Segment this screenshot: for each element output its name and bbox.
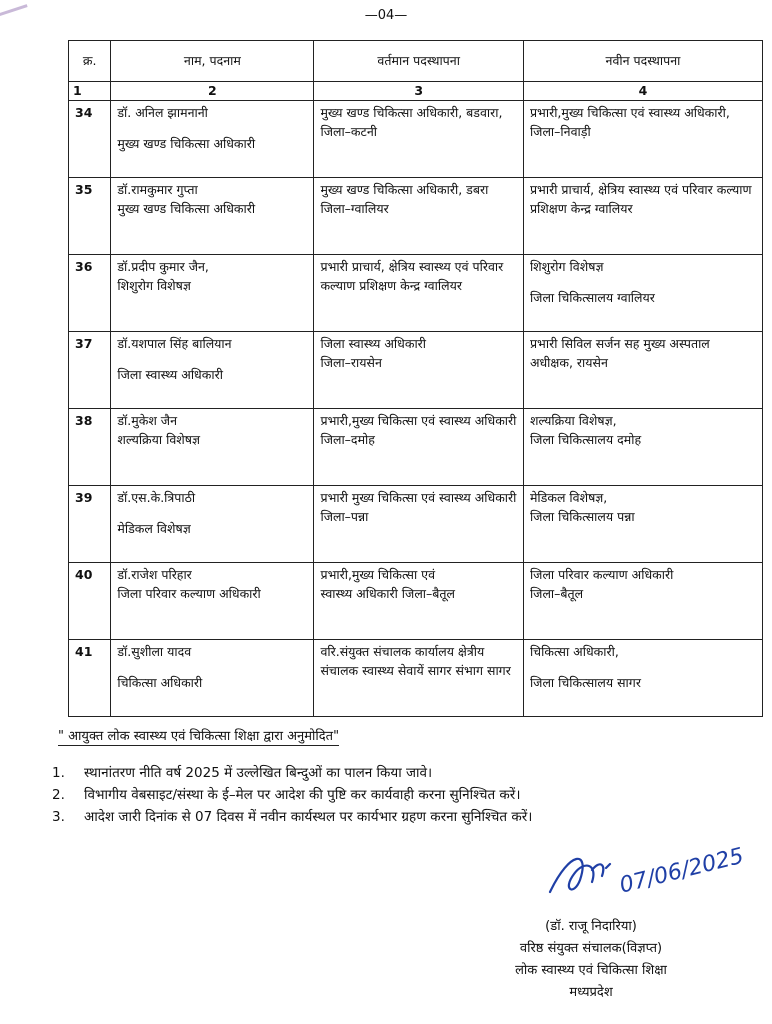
list-item bbox=[52, 784, 532, 806]
new-posting-cell bbox=[523, 409, 762, 486]
current-posting: प्रभारी,मुख्य चिकित्सा एवं स्वास्थ्य अधिकारी जिला–दमोह bbox=[314, 409, 523, 486]
current-posting: मुख्य खण्ड चिकित्सा अधिकारी, बडवारा, जिला–कटनी bbox=[314, 101, 523, 178]
new-posting-line: जिला परिवार कल्याण अधिकारी bbox=[529, 567, 674, 582]
current-posting: वरि.संयुक्त संचालक कार्यालय क्षेत्रीय संचालक स्वास्थ्य सेवायें सागर संभाग सागर bbox=[314, 640, 523, 717]
new-posting: प्रभारी प्राचार्य, क्षेत्रिय स्वास्थ्य एवं परिवार कल्याण प्रशिक्षण केन्द्र ग्वालियर bbox=[523, 178, 762, 255]
officer-designation: मुख्य खण्ड चिकित्सा अधिकारी bbox=[117, 136, 256, 152]
current-posting: प्रभारी प्राचार्य, क्षेत्रिय स्वास्थ्य एवं परिवार कल्याण प्रशिक्षण केन्द्र ग्वालियर bbox=[314, 255, 523, 332]
current-posting: प्रभारी मुख्य चिकित्सा एवं स्वास्थ्य अधिकारी जिला–पन्ना bbox=[314, 486, 523, 563]
new-posting-line: जिला चिकित्सालय दमोह bbox=[529, 432, 642, 448]
current-posting-line: स्वास्थ्य अधिकारी जिला–बैतूल bbox=[320, 586, 456, 602]
table-row bbox=[69, 332, 763, 409]
header-name-designation: नाम, पदनाम bbox=[111, 41, 314, 82]
handwritten-date: 07/06/2025 bbox=[617, 843, 747, 899]
header-serial: क्र. bbox=[69, 41, 111, 82]
officer-name: डॉ.मुकेश जैन bbox=[117, 413, 178, 428]
instructions-list bbox=[52, 762, 532, 828]
new-posting: प्रभारी,मुख्य चिकित्सा एवं स्वास्थ्य अधिकारी, जिला–निवाड़ी bbox=[523, 101, 762, 178]
table-row bbox=[69, 640, 763, 717]
officer-name: डॉ.यशपाल सिंह बालियान bbox=[117, 336, 232, 351]
officer-name: डॉ.रामकुमार गुप्ता bbox=[117, 182, 198, 197]
handwritten-signature bbox=[540, 830, 760, 910]
current-posting: मुख्य खण्ड चिकित्सा अधिकारी, डबरा जिला–ग्वालियर bbox=[314, 178, 523, 255]
serial-number: 36 bbox=[69, 255, 111, 332]
serial-number: 40 bbox=[69, 563, 111, 640]
column-number: 4 bbox=[523, 82, 762, 101]
header-current-posting: वर्तमान पदस्थापना bbox=[314, 41, 523, 82]
new-posting-cell bbox=[523, 255, 762, 332]
header-new-posting: नवीन पदस्थापना bbox=[523, 41, 762, 82]
new-posting-cell bbox=[523, 640, 762, 717]
new-posting-cell bbox=[523, 486, 762, 563]
list-item bbox=[52, 762, 532, 784]
signature-stroke bbox=[550, 859, 610, 892]
current-posting-line: जिला स्वास्थ्य अधिकारी bbox=[320, 336, 427, 351]
name-designation-cell bbox=[111, 255, 314, 332]
table-row bbox=[69, 409, 763, 486]
current-posting-line: प्रभारी,मुख्य चिकित्सा एवं bbox=[320, 567, 436, 582]
officer-designation: मेडिकल विशेषज्ञ bbox=[117, 521, 191, 537]
table-header-row bbox=[69, 41, 763, 82]
name-designation-cell bbox=[111, 563, 314, 640]
table-row bbox=[69, 486, 763, 563]
serial-number: 35 bbox=[69, 178, 111, 255]
instruction-number: 1. bbox=[52, 765, 65, 781]
serial-number: 37 bbox=[69, 332, 111, 409]
column-number: 3 bbox=[314, 82, 523, 101]
officer-designation: चिकित्सा अधिकारी bbox=[117, 675, 203, 691]
serial-number: 34 bbox=[69, 101, 111, 178]
officer-name: डॉ.प्रदीप कुमार जैन, bbox=[117, 259, 209, 274]
instruction-number: 2. bbox=[52, 787, 65, 803]
column-number-row bbox=[69, 82, 763, 101]
serial-number: 38 bbox=[69, 409, 111, 486]
instruction-text: विभागीय वेबसाइट/संस्था के ई–मेल पर आदेश की पुष्टि कर कार्यवाही करना सुनिश्चित करें। bbox=[84, 787, 521, 803]
name-designation-cell bbox=[111, 178, 314, 255]
officer-designation: मुख्य खण्ड चिकित्सा अधिकारी bbox=[117, 201, 256, 217]
signatory-designation: वरिष्ठ संयुक्त संचालक(विज्ञप्त) bbox=[519, 941, 663, 956]
new-posting-line: जिला–बैतूल bbox=[529, 586, 584, 602]
page-number: —04— bbox=[364, 8, 408, 23]
new-posting-line: जिला चिकित्सालय सागर bbox=[529, 675, 641, 691]
new-posting-line: जिला चिकित्सालय ग्वालियर bbox=[529, 290, 655, 306]
table-row bbox=[69, 563, 763, 640]
table-row bbox=[69, 255, 763, 332]
new-posting-line: मेडिकल विशेषज्ञ, bbox=[529, 490, 608, 505]
name-designation-cell bbox=[111, 640, 314, 717]
officer-name: डॉ. अनिल झामनानी bbox=[117, 105, 208, 120]
transfer-table bbox=[68, 40, 763, 717]
signatory-department: लोक स्वास्थ्य एवं चिकित्सा शिक्षा bbox=[515, 963, 667, 978]
name-designation-cell bbox=[111, 332, 314, 409]
serial-number: 39 bbox=[69, 486, 111, 563]
name-designation-cell bbox=[111, 101, 314, 178]
new-posting-cell bbox=[523, 563, 762, 640]
current-posting-cell bbox=[314, 332, 523, 409]
new-posting: प्रभारी सिविल सर्जन सह मुख्य अस्पताल अधीक्षक, रायसेन bbox=[523, 332, 762, 409]
officer-designation: शल्यक्रिया विशेषज्ञ bbox=[117, 432, 201, 448]
officer-designation: शिशुरोग विशेषज्ञ bbox=[117, 278, 191, 294]
new-posting-line: शिशुरोग विशेषज्ञ bbox=[529, 259, 604, 274]
list-item bbox=[52, 806, 532, 828]
officer-name: डॉ.एस.के.त्रिपाठी bbox=[117, 490, 196, 505]
officer-designation: जिला परिवार कल्याण अधिकारी bbox=[117, 586, 261, 602]
officer-name: डॉ.सुशीला यादव bbox=[117, 644, 192, 659]
instruction-text: आदेश जारी दिनांक से 07 दिवस में नवीन कार्यस्थल पर कार्यभार ग्रहण करना सुनिश्चित करें। bbox=[84, 809, 533, 825]
column-number: 1 bbox=[69, 82, 111, 101]
signatory-state: मध्यप्रदेश bbox=[569, 985, 613, 1000]
instruction-number: 3. bbox=[52, 809, 65, 825]
current-posting-line: जिला–रायसेन bbox=[320, 355, 382, 371]
new-posting-line: चिकित्सा अधिकारी, bbox=[529, 644, 619, 659]
signature-block bbox=[446, 916, 736, 1004]
new-posting-line: जिला चिकित्सालय पन्ना bbox=[529, 509, 635, 525]
serial-number: 41 bbox=[69, 640, 111, 717]
name-designation-cell bbox=[111, 486, 314, 563]
name-designation-cell bbox=[111, 409, 314, 486]
officer-designation: जिला स्वास्थ्य अधिकारी bbox=[117, 367, 223, 383]
approval-note: " आयुक्त लोक स्वास्थ्य एवं चिकित्सा शिक्षा द्वारा अनुमोदित" bbox=[58, 726, 339, 746]
table-row bbox=[69, 101, 763, 178]
table-row bbox=[69, 178, 763, 255]
signatory-name: (डॉ. राजू निदारिया) bbox=[545, 919, 637, 934]
new-posting-line: शल्यक्रिया विशेषज्ञ, bbox=[529, 413, 617, 428]
current-posting-cell bbox=[314, 563, 523, 640]
column-number: 2 bbox=[111, 82, 314, 101]
officer-name: डॉ.राजेश परिहार bbox=[117, 567, 192, 582]
instruction-text: स्थानांतरण नीति वर्ष 2025 में उल्लेखित बिन्दुओं का पालन किया जावे। bbox=[84, 765, 433, 781]
